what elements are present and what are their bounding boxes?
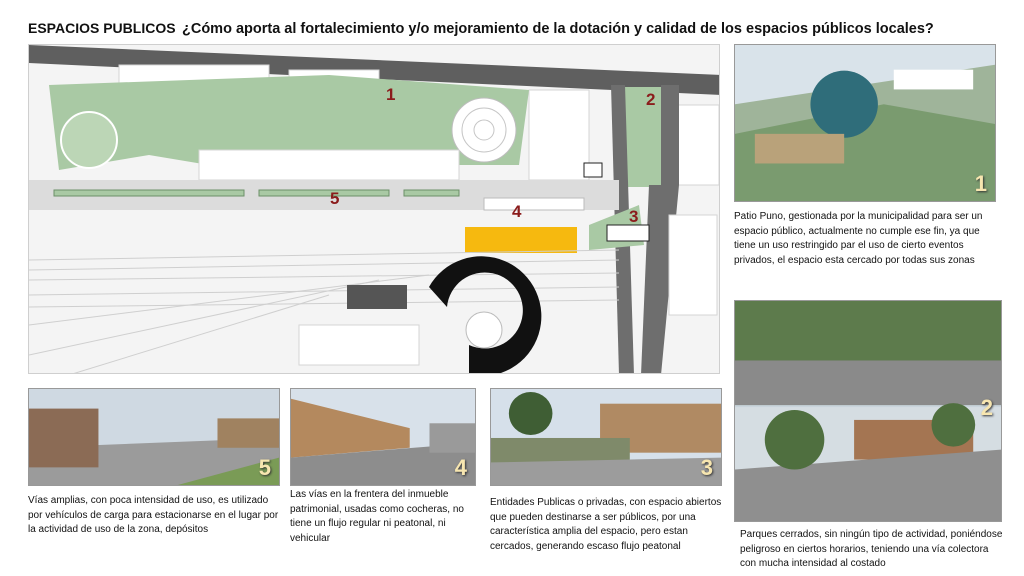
photo-3-image (491, 389, 721, 485)
photo-4 (290, 388, 476, 486)
photo-5-image (29, 389, 279, 485)
photo-3 (490, 388, 722, 486)
map-marker-1: 1 (386, 85, 396, 104)
photo-2 (734, 300, 1002, 522)
photo-2-image (735, 301, 1001, 521)
photo-2-number: 2 (980, 395, 993, 420)
map-marker-3: 3 (629, 207, 639, 226)
photo-1-image (735, 45, 995, 201)
photo-3-caption: Entidades Publicas o privadas, con espacio abiertos que pueden destinarse a ser públicos, por una característica amplia del espacio, pero estan cercados, generando escaso flujo peatonal (490, 497, 722, 552)
photo-4-caption: Las vías en la frentera del inmueble patrimonial, usadas como cocheras, no tiene un flujo regular ni peatonal, ni vehicular (290, 489, 464, 544)
section-label: ESPACIOS PUBLICOS (28, 20, 176, 36)
map-marker-2: 2 (646, 90, 656, 109)
photo-4-number: 4 (454, 455, 467, 480)
photo-4-image (291, 389, 475, 485)
site-map (28, 44, 720, 374)
photo-1-caption: Patio Puno, gestionada por la municipalidad para ser un espacio público, actualmente no cumple ese fin, ya que tiene un uso restringido par el uso de cierto eventos privados, el espacio esta cercado por todas sus zonas (734, 211, 983, 266)
photo-5-caption: Vías amplias, con poca intensidad de uso, es utilizado por vehículos de carga para estacionarse en el lugar por la actividad de uso de la zona, depósitos (28, 495, 279, 535)
photo-5-number: 5 (258, 455, 271, 480)
photo-2-caption: Parques cerrados, sin ningún tipo de actividad, poniéndose peligroso en ciertos horarios, teniendo una vía colectora con mucha intensidad al costado (740, 529, 1003, 569)
map-marker-4: 4 (512, 202, 522, 221)
photo-5 (28, 388, 280, 486)
map-marker-5: 5 (330, 189, 340, 208)
photo-1 (734, 44, 996, 202)
photo-3-number: 3 (700, 455, 713, 480)
page-title: ¿Cómo aporta al fortalecimiento y/o mejoramiento de la dotación y calidad de los espacios públicos locales? (182, 21, 934, 37)
photo-1-number: 1 (974, 171, 987, 196)
site-map-drawing (29, 45, 720, 374)
